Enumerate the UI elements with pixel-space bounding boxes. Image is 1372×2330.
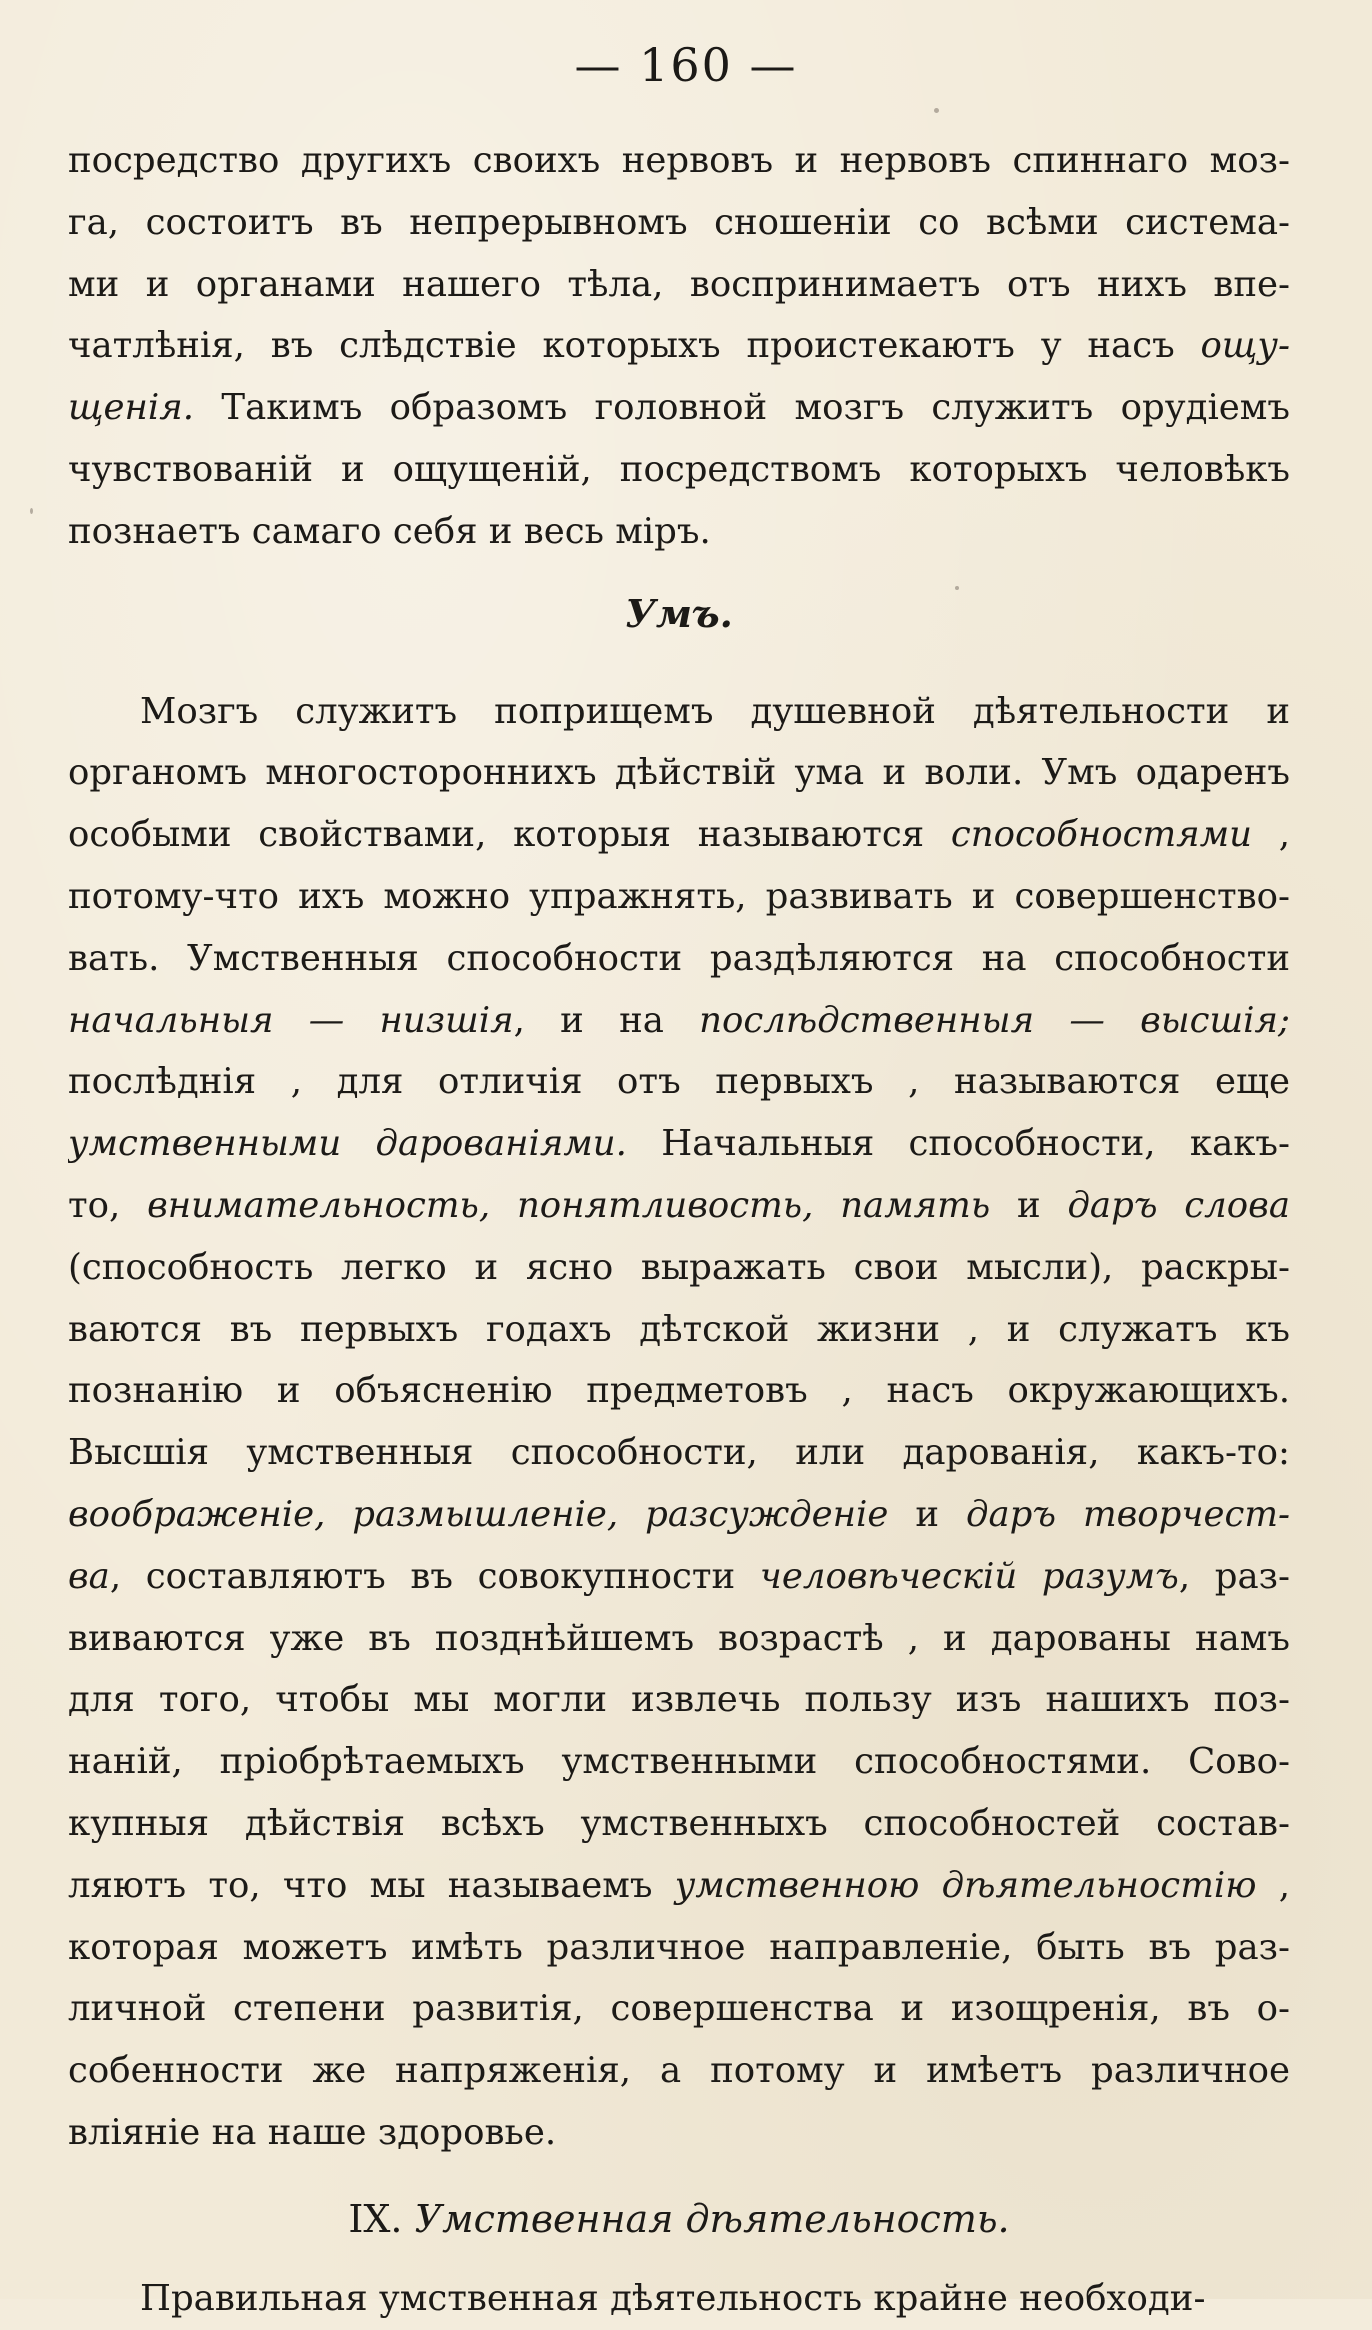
- text-line: [68, 1608, 1290, 1670]
- italic-text: ва: [68, 1555, 110, 1597]
- text-line: [68, 866, 1290, 928]
- text-line: [68, 1917, 1290, 1979]
- text-line: [68, 315, 1290, 377]
- italic-text: щенія.: [68, 387, 195, 429]
- text-line: [68, 130, 1290, 192]
- text-run: Начальныя способности, какъ-: [626, 1123, 1290, 1165]
- paper-speck: [30, 508, 33, 514]
- text-line: [68, 681, 1290, 743]
- text-line: [68, 1051, 1290, 1113]
- italic-text: способностями: [950, 814, 1252, 856]
- text-run: и: [888, 1493, 966, 1535]
- text-line: [68, 1855, 1290, 1917]
- text-run: для того, чтобы мы могли извлечь пользу изъ нашихъ поз-: [68, 1679, 1290, 1721]
- text-line: [68, 1669, 1290, 1731]
- text-line: [68, 2040, 1290, 2102]
- text-run: Мозгъ служитъ поприщемъ душевной дѣятельности и: [140, 690, 1290, 732]
- text-line: [68, 1360, 1290, 1422]
- text-run: ми и органами нашего тѣла, воспринимаетъ отъ нихъ впе-: [68, 263, 1290, 305]
- text-run: Высшія умственныя способности, или дарованія, какъ-то:: [68, 1432, 1290, 1474]
- text-line: [68, 928, 1290, 990]
- section-title: Умственная дѣятельность.: [414, 2196, 1010, 2241]
- text-run: га, состоитъ въ непрерывномъ сношеніи со всѣми система-: [68, 201, 1290, 243]
- text-run: чатлѣнія, въ слѣдствіе которыхъ проистекаютъ у насъ: [68, 325, 1201, 367]
- text-line: [68, 1237, 1290, 1299]
- text-line: [68, 439, 1290, 501]
- italic-text: послѣдственныя — высшія;: [699, 999, 1290, 1041]
- text-run: виваются уже въ позднѣйшемъ возрастѣ , и дарованы намъ: [68, 1617, 1290, 1659]
- text-run: ,: [1256, 1864, 1290, 1906]
- italic-text: даръ творчест-: [965, 1493, 1290, 1535]
- paper-speck: [934, 108, 939, 113]
- text-run: ляютъ то, что мы называемъ: [68, 1864, 675, 1906]
- text-run: особыми свойствами, которыя называются: [68, 814, 951, 856]
- italic-text: воображеніе, размышленіе, разсужденіе: [68, 1493, 889, 1535]
- text-line: [68, 1175, 1290, 1237]
- text-run: наній, пріобрѣтаемыхъ умственными способностями. Сово-: [68, 1741, 1290, 1783]
- text-line: [68, 254, 1290, 316]
- paragraph-1: [68, 130, 1290, 563]
- text-run: Правильная умственная дѣятельность крайне необходи-: [140, 2277, 1206, 2319]
- text-run: личной степени развитія, совершенства и изощренія, въ о-: [68, 1988, 1290, 2030]
- text-run: познаетъ самаго себя и весь міръ.: [68, 510, 711, 552]
- text-line: [68, 192, 1290, 254]
- italic-text: человѣческій разумъ: [759, 1555, 1179, 1597]
- paper-speck: [955, 586, 959, 590]
- paragraph-2: [68, 681, 1290, 2164]
- text-run: то,: [68, 1184, 148, 1226]
- text-run: Такимъ образомъ головной мозгъ служитъ орудіемъ: [194, 387, 1290, 429]
- text-line: [68, 1299, 1290, 1361]
- text-run: познанію и объясненію предметовъ , насъ окружающихъ.: [68, 1370, 1290, 1412]
- italic-text: начальныя — низшія: [68, 999, 514, 1041]
- text-line: [68, 1113, 1290, 1175]
- text-run: ,: [1252, 814, 1290, 856]
- text-line: [68, 1484, 1290, 1546]
- section-numeral: IX.: [348, 2196, 403, 2241]
- text-run: , и на: [513, 999, 700, 1041]
- text-line: [68, 377, 1290, 439]
- text-line: [68, 990, 1290, 1052]
- text-run: послѣднія , для отличія отъ первыхъ , называются еще: [68, 1061, 1290, 1103]
- text-run: ваются въ первыхъ годахъ дѣтской жизни , и служатъ къ: [68, 1308, 1290, 1350]
- text-line: [68, 1546, 1290, 1608]
- italic-text: даръ слова: [1067, 1184, 1290, 1226]
- text-line: [68, 501, 1290, 563]
- text-line: [68, 804, 1290, 866]
- text-run: потому-что ихъ можно упражнять, развивать и совершенство-: [68, 875, 1290, 917]
- text-run: , составляютъ въ совокупности: [109, 1555, 760, 1597]
- text-line: [68, 1731, 1290, 1793]
- text-line: [68, 1978, 1290, 2040]
- text-run: купныя дѣйствія всѣхъ умственныхъ способностей состав-: [68, 1802, 1290, 1844]
- text-run: собенности же напряженія, а потому и имѣетъ различное: [68, 2050, 1290, 2092]
- text-run: чувствованій и ощущеній, посредствомъ которыхъ человѣкъ: [68, 448, 1290, 490]
- italic-text: умственною дѣятельностію: [674, 1864, 1257, 1906]
- text-run: посредство другихъ своихъ нервовъ и нервовъ спиннаго моз-: [68, 140, 1290, 181]
- text-run: которая можетъ имѣть различное направленіе, быть въ раз-: [68, 1926, 1290, 1968]
- section-heading-um: Умъ.: [625, 590, 733, 636]
- text-line: [68, 2102, 1290, 2164]
- page-number: — 160 —: [574, 38, 798, 92]
- text-run: вліяніе на наше здоровье.: [68, 2111, 557, 2153]
- text-line: [68, 742, 1290, 804]
- text-run: (способность легко и ясно выражать свои мысли), раскры-: [68, 1246, 1290, 1288]
- section-heading-ix: [68, 2188, 1290, 2250]
- text-run: , раз-: [1178, 1555, 1290, 1597]
- italic-text: ощу-: [1200, 325, 1290, 367]
- italic-text: внимательность, понятливость, память: [147, 1184, 991, 1226]
- italic-text: умственными дарованіями.: [68, 1123, 627, 1165]
- text-run: вать. Умственныя способности раздѣляются на способности: [68, 937, 1290, 979]
- page-body: [68, 130, 1290, 2330]
- text-run: и: [990, 1184, 1068, 1226]
- text-line: [68, 1422, 1290, 1484]
- text-run: органомъ многостороннихъ дѣйствій ума и воли. Умъ одаренъ: [68, 752, 1290, 794]
- text-line: [68, 1793, 1290, 1855]
